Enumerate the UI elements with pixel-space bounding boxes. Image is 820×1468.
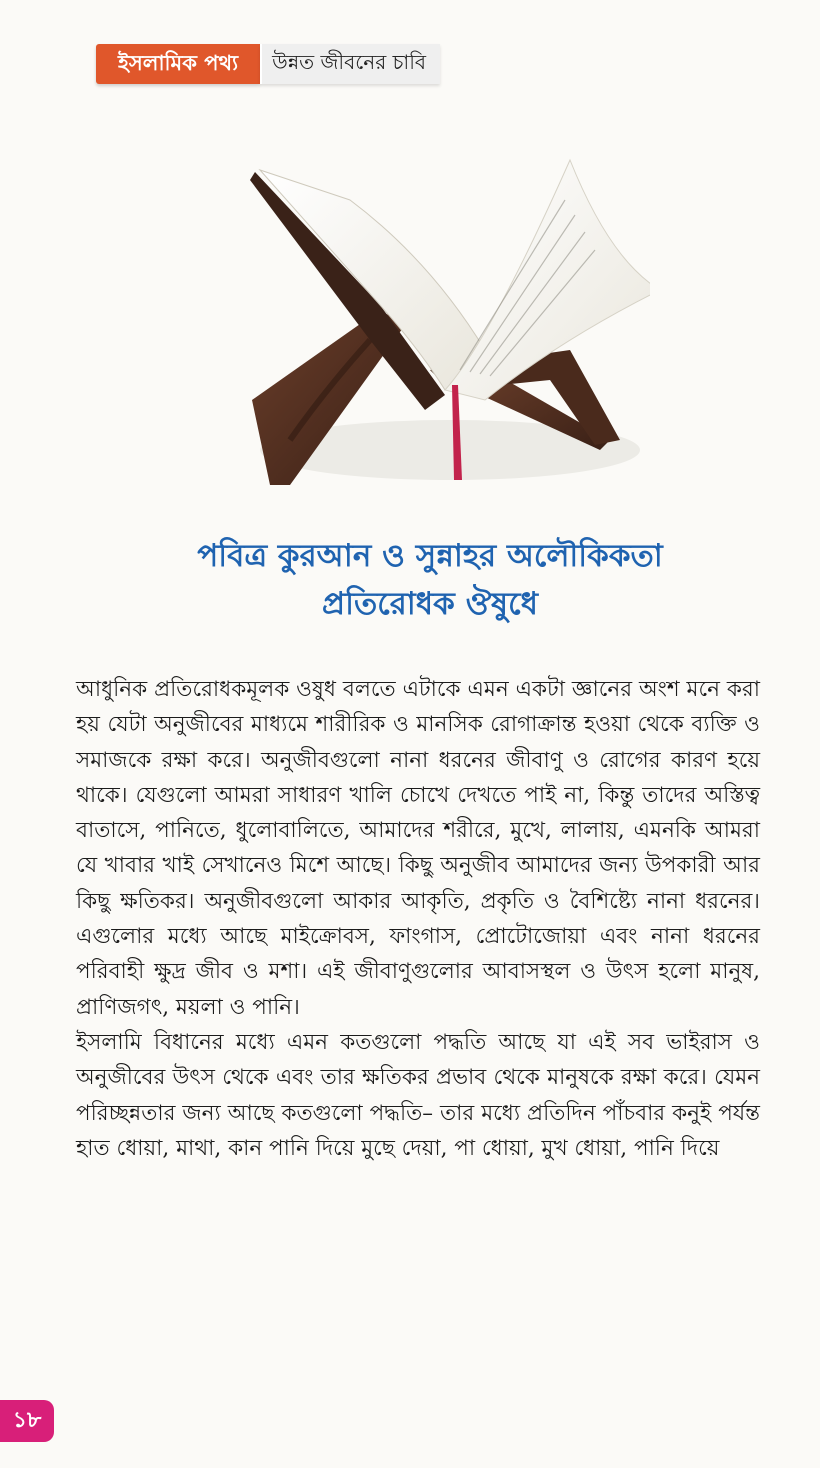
section-header bbox=[96, 44, 440, 84]
article-paragraph-1: আধুনিক প্রতিরোধকমূলক ওষুধ বলতে এটাকে এমন একটা জ্ঞানের অংশ মনে করা হয় যেটা অনুজীবের মাধ্যমে শারীরিক ও মানসিক রোগাক্রান্ত হওয়া থেকে ব্যক্তি ও সমাজকে রক্ষা করে। অনুজীবগুলো নানা ধরনের জীবাণু ও রোগের কারণ হয়ে থাকে। যেগুলো আমরা সাধারণ খালি চোখে দেখতে পাই না, কিন্তু তাদের অস্তিত্ব বাতাসে, পানিতে, ধুলোবালিতে, আমাদের শরীরে, মুখে, লালায়, এমনকি আমরা যে খাবার খাই সেখানেও মিশে আছে। কিছু অনুজীব আমাদের জন্য উপকারী আর কিছু ক্ষতিকর। অনুজীবগুলো আকার আকৃতি, প্রকৃতি ও বৈশিষ্ট্যে নানা ধরনের। এগুলোর মধ্যে আছে মাইক্রোবস, ফাংগাস, প্রোটোজোয়া এবং নানা ধরনের পরিবাহী ক্ষুদ্র জীব ও মশা। এই জীবাণুগুলোর আবাসস্থল ও উৎস হলো মানুষ, প্রাণিজগৎ, ময়লা ও পানি। bbox=[76, 677, 760, 1020]
article-title-line2: প্রতিরোধক ঔষুধে bbox=[322, 586, 538, 622]
article-paragraph-2: ইসলামি বিধানের মধ্যে এমন কতগুলো পদ্ধতি আছে যা এই সব ভাইরাস ও অনুজীবের উৎস থেকে এবং তার ক্ষতিকর প্রভাব থেকে মানুষকে রক্ষা করে। যেমন পরিচ্ছন্নতার জন্য আছে কতগুলো পদ্ধতি– তার মধ্যে প্রতিদিন পাঁচবার কনুই পর্যন্ত হাত ধোয়া, মাথা, কান পানি দিয়ে মুছে দেয়া, পা ধোয়া, মুখ ধোয়া, পানি দিয়ে bbox=[76, 1029, 760, 1161]
section-subtitle: উন্নত জীবনের চাবি bbox=[260, 44, 440, 84]
section-tag: ইসলামিক পথ্য bbox=[96, 44, 260, 84]
article-body bbox=[76, 672, 760, 1166]
quran-on-rehal-stand-icon bbox=[230, 140, 650, 510]
page-number-badge: ১৮ bbox=[0, 1400, 54, 1442]
article-title-line1: পবিত্র কুরআন ও সুন্নাহর অলৌকিকতা bbox=[197, 538, 663, 574]
article-title bbox=[40, 532, 820, 628]
